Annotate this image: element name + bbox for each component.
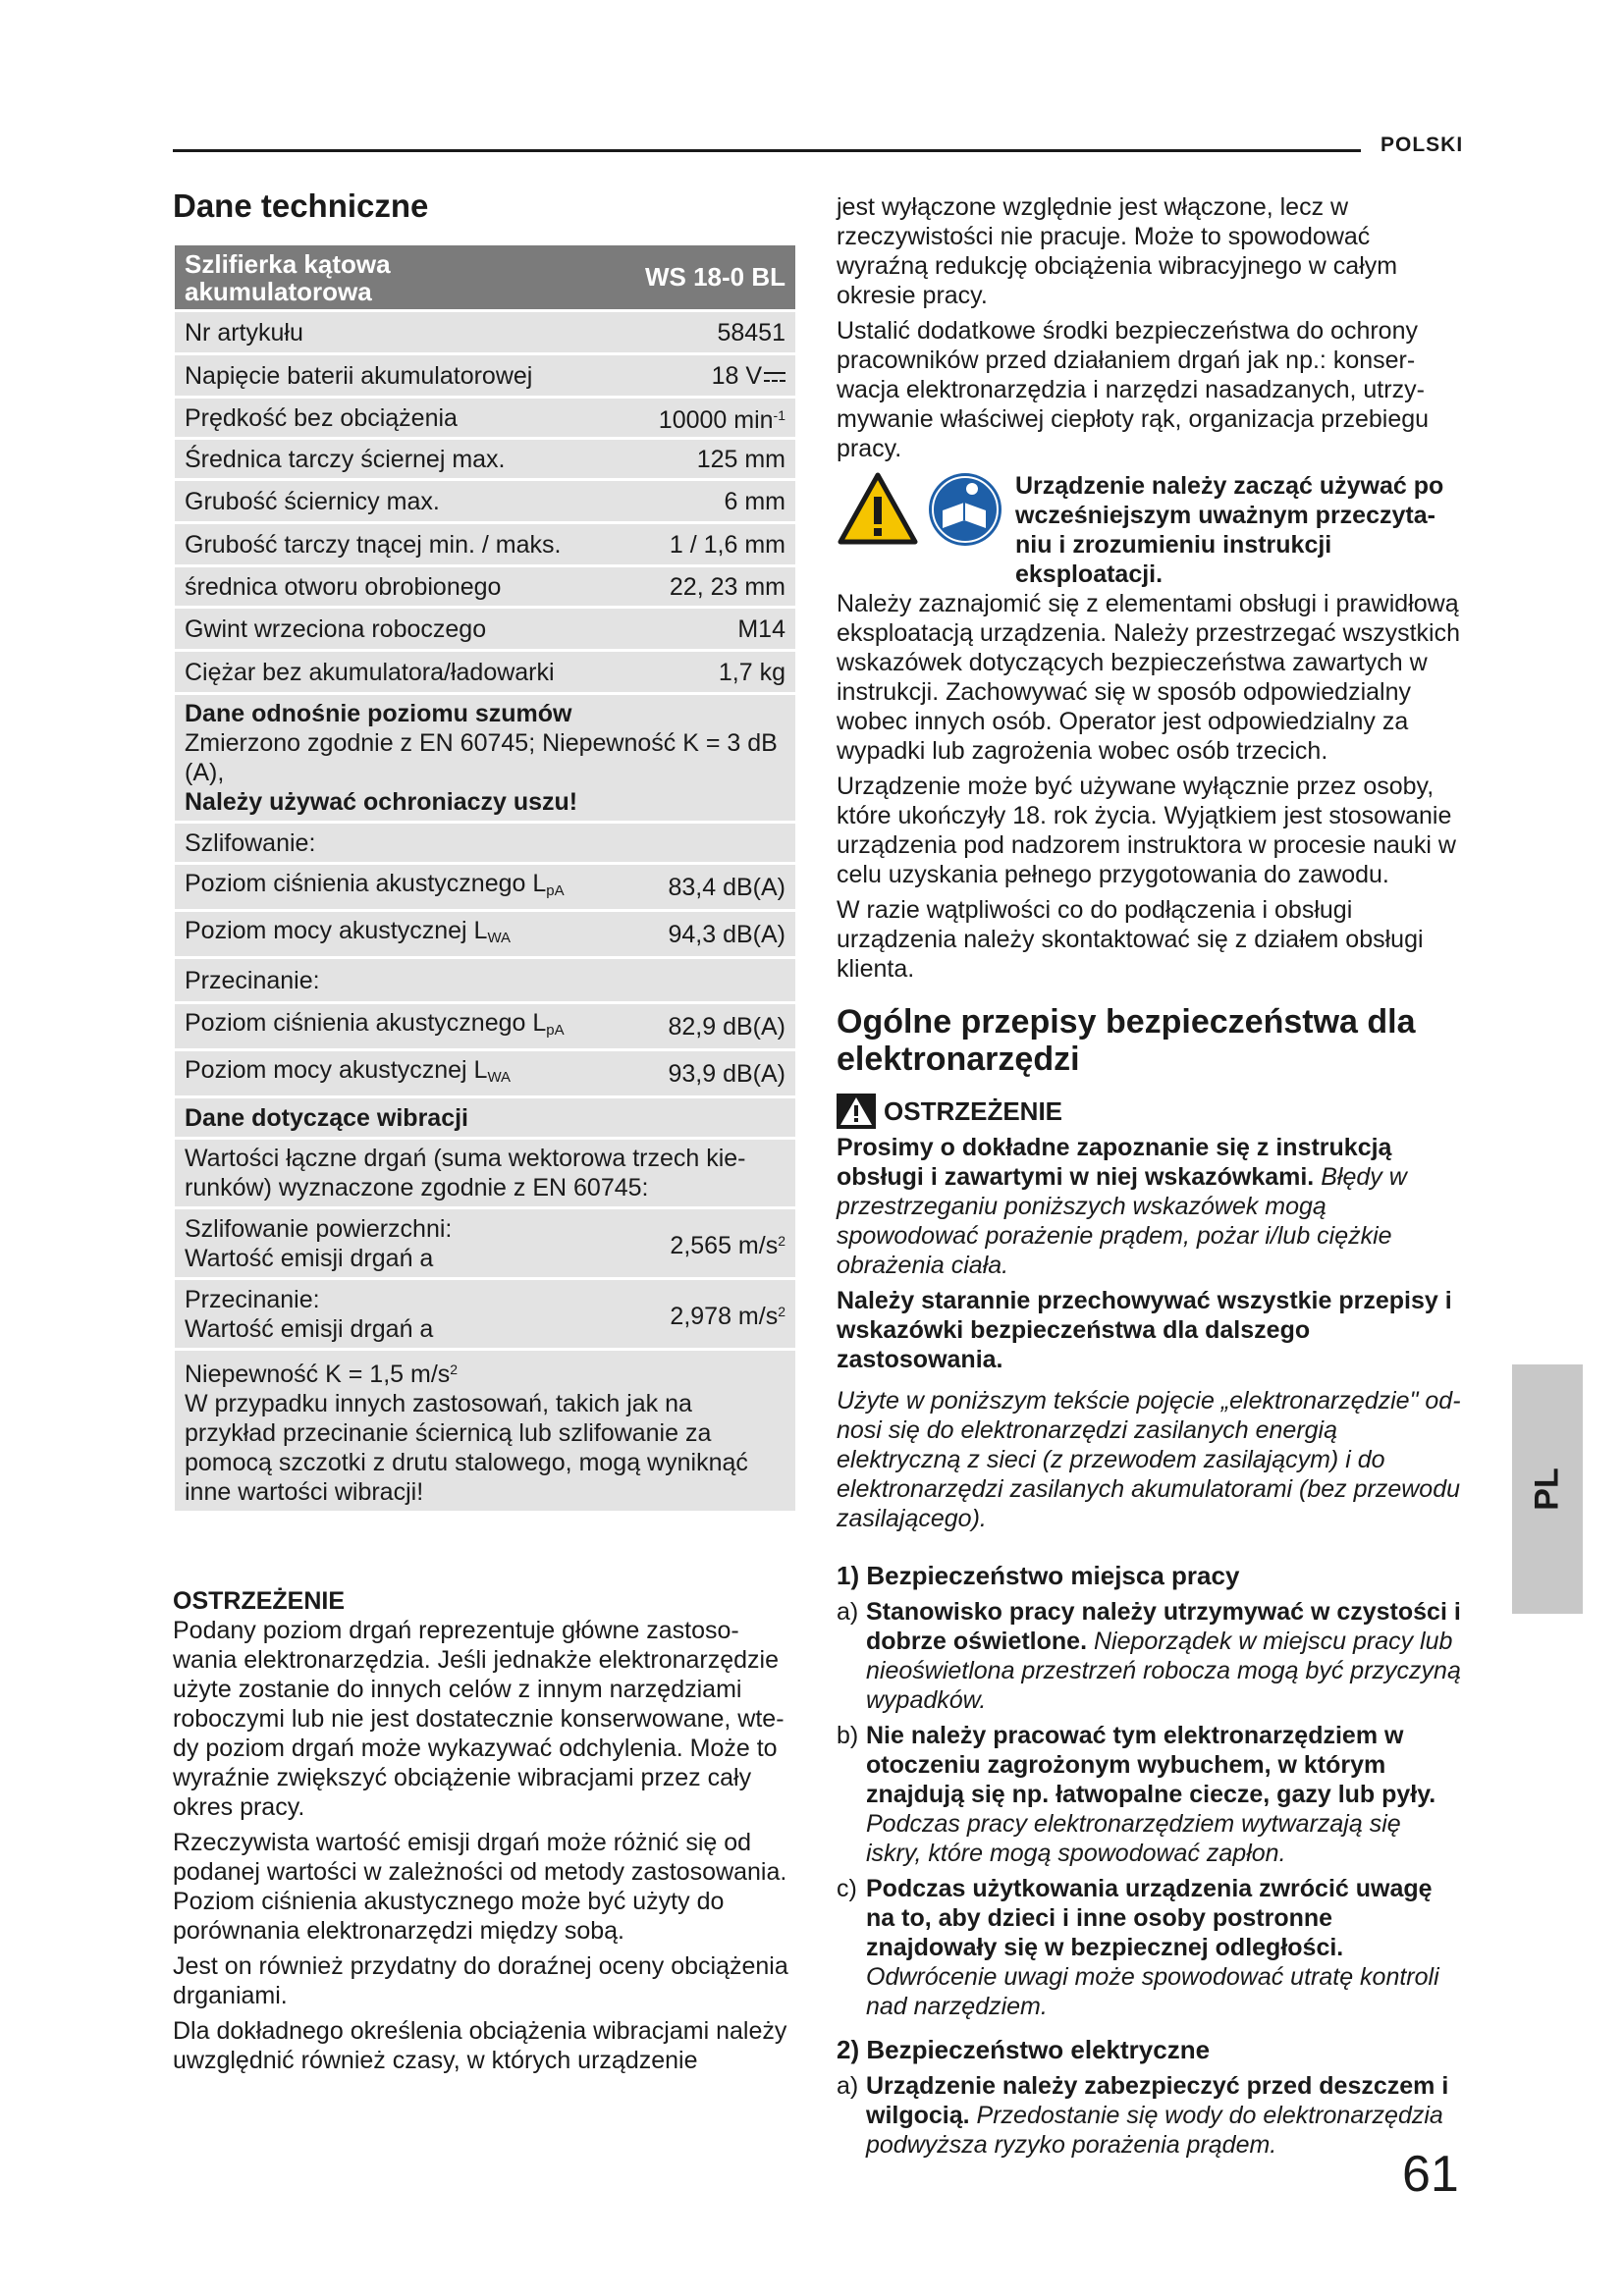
language-label: POLSKI <box>1380 133 1464 156</box>
paragraph: W razie wątpliwości co do podłączenia i obsługi urządzenia należy skontaktować się z działem obsługi klienta. <box>837 896 1424 983</box>
model-number: WS 18-0 BL <box>644 262 785 292</box>
row-label: Prędkość bez obciążenia <box>185 403 458 432</box>
list-item: a) Stanowisko pracy należy utrzymywać w czystości i dobrze oświetlone. Nieporządek w miejscu pracy lub nieoświetlona przestrzeń robocza mogą być przyczyną wypadków. <box>837 1598 1461 1714</box>
vibration-uncertainty: Niepewność K = 1,5 $m/s^2$ <box>185 1361 459 1388</box>
right-column <box>837 192 1461 2165</box>
row-value: 6 mm <box>724 487 785 515</box>
table-row <box>175 440 795 481</box>
read-manual-bold: Urządzenie należy zacząć używać po wcześniejszym uważnym przeczyta-niu i zrozumieniu instrukcji eksploatacji. <box>1015 472 1444 588</box>
table-row <box>175 355 795 399</box>
noise-heading: Dane odnośnie poziomu szumów <box>185 700 572 727</box>
row-value: 2,978 $m/s^2$ <box>670 1303 785 1330</box>
warning-paragraph: Dla dokładnego określenia obciążenia wibracjami należy uwzględnić również czasy, w których urządzenie <box>173 2017 787 2074</box>
row-value: 1,7 kg <box>718 658 785 686</box>
paragraph: Należy starannie przechowywać wszystkie przepisy i wskazówki bezpieczeństwa dla dalszego zastosowania. <box>837 1287 1452 1373</box>
table-row <box>175 959 795 1004</box>
warning-label: OSTRZEŻENIE <box>884 1095 1063 1126</box>
row-label: Poziom mocy akustycznej $L_{WA}$ <box>185 916 512 946</box>
table-row <box>175 312 795 355</box>
page-number: 61 <box>1402 2146 1459 2203</box>
row-value: 58451 <box>717 318 785 347</box>
header-rule <box>173 149 1361 152</box>
paragraph: Ustalić dodatkowe środki bezpieczeństwa do ochrony pracowników przed działaniem drgań jak np.: konser-wacja elektronarzędzia i narzędzi nasadzanych, utrzy-mywanie właściwej ciepłoty rąk, organizacja przebiegu pracy. <box>837 317 1430 462</box>
row-value: 18 V <box>712 361 785 391</box>
row-value: 94,3 dB(A) <box>668 920 785 948</box>
table-row <box>175 524 795 567</box>
warning-heading <box>837 1094 1461 1129</box>
table-row <box>175 1209 795 1280</box>
row-label: Nr artykułu <box>185 318 303 347</box>
row-label: Szlifowanie powierzchni: Wartość emisji drgań a <box>185 1214 453 1272</box>
paragraph: Użyte w poniższym tekście pojęcie „elektronarzędzie" od-nosi się do elektronarzędzi zasilanych energią elektryczną z sieci (z przewodem zasilającym) i do elektronarzędzi zasilanych akumulatorami (bez przewodu zasilającego). <box>837 1387 1461 1532</box>
row-value: 125 mm <box>696 445 785 473</box>
spec-table-header <box>175 245 795 312</box>
noise-info-block <box>175 695 795 824</box>
paragraph: Urządzenie może być używane wyłącznie przez osoby, które ukończyły 18. rok życia. Wyjątkiem jest stosowanie urządzenia pod nadzorem instruktora w procesie nauki w celu uzyskania pełnego przygotowania do zawodu. <box>837 773 1456 888</box>
vibration-note-block <box>175 1351 795 1514</box>
row-label: Średnica tarczy ściernej max. <box>185 445 506 473</box>
row-value: 83,4 dB(A) <box>668 873 785 901</box>
table-row <box>175 399 795 440</box>
paragraph: Należy zaznajomić się z elementami obsługi i prawidłową eksploatacją urządzenia. Należy przestrzegać wszystkich wskazówek dotyczących bezpieczeństwa zawartych w instrukcji. Zachowywać się w sposób odpowiedzialny wobec innych osób. Operator jest odpowiedzialny za wypadki lub zagrożenia wobec osób trzecich. <box>837 590 1460 765</box>
warning-paragraph: Jest on również przydatny do doraźnej oceny obciążenia drganiami. <box>173 1952 788 2009</box>
row-label: Grubość ściernicy max. <box>185 487 440 515</box>
subsection-heading: 2) Bezpieczeństwo elektryczne <box>837 2035 1211 2064</box>
vibration-intro: Wartości łączne drgań (suma wektorowa trzech kie-runków) wyznaczone zgodnie z EN 60745: <box>175 1140 795 1209</box>
table-row <box>175 824 795 865</box>
vibration-heading: Dane dotyczące wibracji <box>185 1103 469 1132</box>
list-item: b) Nie należy pracować tym elektronarzędziem w otoczeniu zagrożonym wybuchem, w którym znajdują się np. łatwopalne ciecze, gazy lub pyły. Podczas pracy elektronarzędziem wytwarzają się iskry, które mogą spowodować zapłon. <box>837 1722 1436 1867</box>
row-value: 22, 23 mm <box>669 572 785 601</box>
row-value: 10000 $\min^{-1}$ <box>658 406 785 434</box>
vibration-warning <box>173 1586 797 2075</box>
read-manual-block <box>837 471 1461 589</box>
list-item: a) Urządzenie należy zabezpieczyć przed deszczem i wilgocią. Przedostanie się wody do elektronarzędzia podwyższa ryzyko porażenia prądem. <box>837 2072 1449 2159</box>
table-row <box>175 865 795 912</box>
table-row <box>175 912 795 959</box>
row-label: Przecinanie: Wartość emisji drgań a <box>185 1285 434 1343</box>
row-label: Grubość tarczy tnącej min. / maks. <box>185 530 562 559</box>
subsection-heading: 1) Bezpieczeństwo miejsca pracy <box>837 1561 1240 1590</box>
table-row <box>175 609 795 652</box>
grinding-label: Szlifowanie: <box>185 828 316 857</box>
safety-rules-heading: Ogólne przepisy bezpieczeństwa dla elektronarzędzi <box>837 1003 1416 1078</box>
left-column <box>173 187 797 2081</box>
warning-triangle-icon <box>837 471 919 546</box>
read-manual-icon <box>927 471 1003 548</box>
row-value: M14 <box>737 614 785 643</box>
row-label: Napięcie baterii akumulatorowej <box>185 361 533 390</box>
row-label: Poziom ciśnienia akustycznego $L_{pA}$ <box>185 869 565 899</box>
table-row <box>175 567 795 609</box>
row-label: Poziom mocy akustycznej $L_{WA}$ <box>185 1055 512 1086</box>
row-label: Gwint wrzeciona roboczego <box>185 614 487 643</box>
paragraph: Prosimy o dokładne zapoznanie się z instrukcją obsługi i zawartymi w niej wskazówkami. Błędy w przestrzeganiu poniższych wskazówek mogą spowodować porażenie prądem, pożar i/lub ciężkie obrażenia ciała. <box>837 1134 1407 1279</box>
row-value: 1 / 1,6 mm <box>669 530 785 559</box>
dc-symbol-icon <box>764 372 785 382</box>
list-item: c) Podczas użytkowania urządzenia zwrócić uwagę na to, aby dzieci i inne osoby postronne znajdowały się w bezpiecznej odległości. Odwrócenie uwagi może spowodować utratę kontroli nad narzędziem. <box>837 1875 1439 2020</box>
ear-protection-note: Należy używać ochroniaczy uszu! <box>185 788 578 816</box>
noise-measured: Zmierzono zgodnie z EN 60745; Niepewność K = 3 dB (A), <box>185 729 778 786</box>
section-title: Dane techniczne <box>173 187 429 224</box>
safety-icons <box>837 471 1003 548</box>
warning-paragraph: Rzeczywista wartość emisji drgań może różnić się od podanej wartości w zależności od metody zastosowania. Poziom ciśnienia akustycznego może być użyty do porównania elektronarzędzi między sobą. <box>173 1829 787 1945</box>
vibration-note: W przypadku innych zastosowań, takich jak na przykład przecinanie ściernicą lub szlifowanie za pomocą szczotki z drutu stalowego, mogą wyniknąć inne wartości wibracji! <box>185 1390 748 1506</box>
warning-sign-icon <box>837 1094 876 1129</box>
table-row <box>175 652 795 695</box>
table-row <box>175 1280 795 1351</box>
paragraph: jest wyłączone względnie jest włączone, lecz w rzeczywistości nie pracuje. Może to spowodować wyraźną redukcję obciążenia wibracyjnego w całym okresie pracy. <box>837 193 1398 309</box>
product-name: Szlifierka kątowa akumulatorowa <box>185 248 391 306</box>
cutting-label: Przecinanie: <box>185 966 320 994</box>
table-row <box>175 1051 795 1098</box>
side-tab-label: PL <box>1528 1468 1566 1511</box>
row-value: 82,9 dB(A) <box>668 1012 785 1041</box>
spec-table <box>175 245 795 1514</box>
row-label: średnica otworu obrobionego <box>185 572 502 601</box>
warning-paragraph: Podany poziom drgań reprezentuje główne zastoso-wania elektronarzędzia. Jeśli jednakże elektronarzędzie użyte zostanie do innych celów z innym narzędziami roboczymi lub nie jest dostatecznie konserwowane, wte-dy poziom drgań może wykazywać odchylenia. Może to wyraźnie zwiększyć obciążenie wibracjami przez cały okres pracy. <box>173 1617 785 1821</box>
table-row <box>175 481 795 524</box>
row-value: 93,9 dB(A) <box>668 1059 785 1088</box>
row-label: Poziom ciśnienia akustycznego $L_{pA}$ <box>185 1008 565 1039</box>
warning-title: OSTRZEŻENIE <box>173 1587 346 1615</box>
row-value: 2,565 $m/s^2$ <box>670 1232 785 1259</box>
table-row <box>175 1004 795 1051</box>
language-side-tab <box>1512 1364 1583 1614</box>
table-row <box>175 1098 795 1140</box>
row-label: Ciężar bez akumulatora/ładowarki <box>185 658 555 686</box>
